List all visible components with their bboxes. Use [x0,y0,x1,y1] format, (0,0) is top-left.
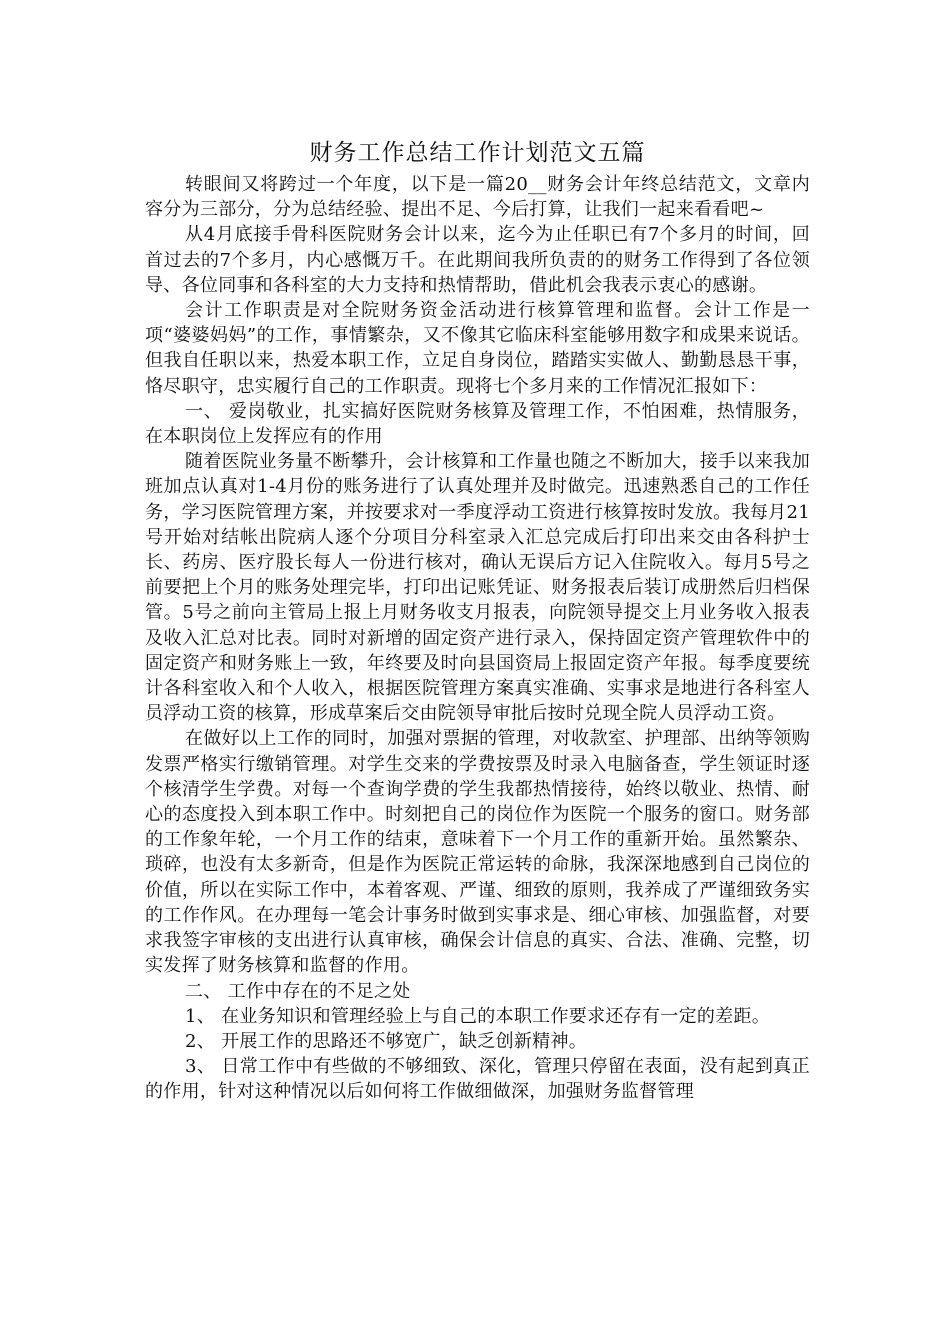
list-item: 3、 日常工作中有些做的不够细致、深化，管理只停留在表面，没有起到真正的作用，针对这种情况以后如何将工作做细做深，加强财务监督管理 [145,1056,810,1103]
body-paragraph: 在做好以上工作的同时，加强对票据的管理，对收款室、护理部、出纳等领购发票严格实行缴销管理。对学生交来的学费按票及时录入电脑备查，学生领证时逐个核清学生学费。对每一个查询学费的学生我都热情接待，始终以敬业、热情、耐心的态度投入到本职工作中。时刻把自己的岗位作为医院一个服务的窗口。财务部的工作象年轮，一个月工作的结束，意味着下一个月工作的重新开始。虽然繁杂、琐碎，也没有太多新奇，但是作为医院正常运转的命脉，我深深地感到自己岗位的价值，所以在实际工作中，本着客观、严谨、细致的原则，我养成了严谨细致务实的工作作风。在办理每一笔会计事务时做到实事求是、细心审核、加强监督，对要求我签字审核的支出进行认真审核，确保会计信息的真实、合法、准确、完整，切实发挥了财务核算和监督的作用。 [145,728,810,977]
list-item: 1、 在业务知识和管理经验上与自己的本职工作要求还存有一定的差距。 [185,1005,771,1027]
document-title: 财务工作总结工作计划范文五篇 [309,140,646,166]
document-page [145,136,810,1105]
body-paragraph: 从4月底接手骨科医院财务会计以来，迄今为止任职已有7个多月的时间，回首过去的7个多月，内心感慨万千。在此期间我所负责的的财务工作得到了各位领导、各位同事和各科室的大力支持和热情帮助，借此机会我表示衷心的感谢。 [145,224,810,296]
intro-paragraph: 转眼间又将跨过一个年度，以下是一篇20__财务会计年终总结范文，文章内容分为三部分，分为总结经验、提出不足、今后打算，让我们一起来看看吧~ [145,174,810,221]
section-heading: 一、 爱岗敬业，扎实搞好医院财务核算及管理工作，不怕困难，热情服务，在本职岗位上发挥应有的作用 [145,400,810,448]
body-paragraph: 会计工作职责是对全院财务资金活动进行核算管理和监督。会计工作是一项“婆婆妈妈”的工作，事情繁杂，又不像其它临床科室能够用数字和成果来说话。但我自任职以来，热爱本职工作，立足自身岗位，踏踏实实做人、勤勤恳恳干事，恪尽职守，忠实履行自己的工作职责。现将七个多月来的工作情况汇报如下： [145,300,810,397]
section-heading: 二、 工作中存在的不足之处 [185,980,411,1002]
body-paragraph: 随着医院业务量不断攀升，会计核算和工作量也随之不断加大，接手以来我加班加点认真对1-4月份的账务进行了认真处理并及时做完。迅速熟悉自己的工作任务，学习医院管理方案，并按要求对一季度浮动工资进行核算按时发放。我每月21号开始对结帐出院病人逐个分项目分科室录入汇总完成后打印出来交由各科护士长、药房、医疗股长每人一份进行核对，确认无误后方记入住院收入。每月5号之前要把上个月的账务处理完毕，打印出记账凭证、财务报表后装订成册然后归档保管。5号之前向主管局上报上月财务收支月报表，向院领导提交上月业务收入报表及收入汇总对比表。同时对新增的固定资产进行录入，保持固定资产管理软件中的固定资产和财务账上一致，年终要及时向县国资局上报固定资产年报。每季度要统计各科室收入和个人收入，根据医院管理方案真实准确、实事求是地进行各科室人员浮动工资的核算，形成草案后交由院领导审批后按时兑现全院人员浮动工资。 [145,451,810,725]
list-item: 2、 开展工作的思路还不够宽广，缺乏创新精神。 [185,1030,588,1052]
